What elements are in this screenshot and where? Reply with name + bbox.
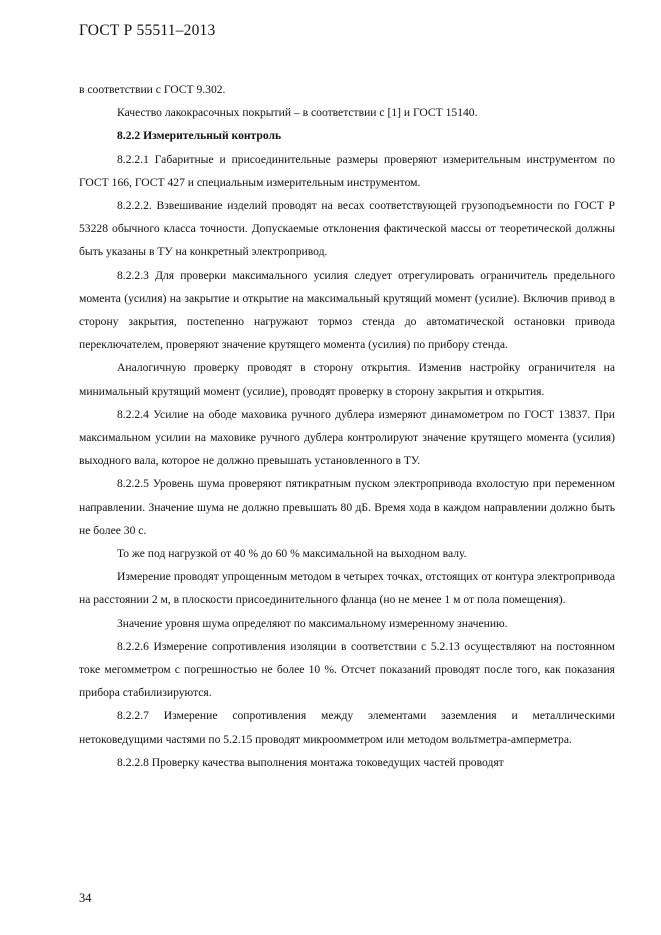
paragraph-8-2-2-8: 8.2.2.8 Проверку качества выполнения монтажа токоведущих частей проводят <box>117 755 504 769</box>
paragraph-8-2-2-3: 8.2.2.3 Для проверки максимального усилия следует отрегулировать ограничитель предельного момента (усилия) на закрытие и открытие на максимальный крутящий момент (усилие). Включив привод в сторону закрытия, постепенно нагружают тормоз стенда до автоматической остановки привода переключателем, проверяют значение крутящего момента (усилия) по прибору стенда. <box>79 268 615 352</box>
document-body <box>79 78 615 774</box>
paragraph-measurement-method: Измерение проводят упрощенным методом в четырех точках, отстоящих от контура электропривода на расстоянии 2 м, в плоскости присоединительного фланца (но не менее 1 м от пола помещения). <box>79 570 615 607</box>
paragraph-8-2-2-7: 8.2.2.7 Измерение сопротивления между элементами заземления и металлическими нетоковедущими частями по 5.2.15 проводят микроомметром или методом вольтметра-амперметра. <box>79 709 615 746</box>
paragraph-8-2-2-6: 8.2.2.6 Измерение сопротивления изоляции в соответствии с 5.2.13 осуществляют на постоянном токе мегомметром с погрешностью не более 10 %. Отсчет показаний проводят после того, как показания прибора стабилизируются. <box>79 639 615 700</box>
paragraph-8-2-2-4: 8.2.2.4 Усилие на ободе маховика ручного дублера измеряют динамометром по ГОСТ 13837. При максимальном усилии на маховике ручного дублера контролируют значение крутящего момента (усилия) выходного вала, которое не должно превышать установленного в ТУ. <box>79 407 615 468</box>
paragraph-paint-quality: Качество лакокрасочных покрытий – в соответствии с [1] и ГОСТ 15140. <box>117 106 478 120</box>
section-heading-8-2-2: 8.2.2 Измерительный контроль <box>117 129 282 143</box>
paragraph-8-2-2-2: 8.2.2.2. Взвешивание изделий проводят на весах соответствующей грузоподъемности по ГОСТ Р 53228 обычного класса точности. Допускаемые отклонения фактической массы от теоретической должны быть указаны в ТУ на конкретный электропривод. <box>79 199 615 259</box>
paragraph-8-2-2-1: 8.2.2.1 Габаритные и присоединительные размеры проверяют измерительным инструментом по ГОСТ 166, ГОСТ 427 и специальным измерительным инструментом. <box>79 152 615 189</box>
page-number: 34 <box>79 891 92 905</box>
paragraph-continuation: в соответствии с ГОСТ 9.302. <box>79 83 226 96</box>
paragraph-noise-level: Значение уровня шума определяют по максимальному измеренному значению. <box>117 616 508 630</box>
paragraph-opening-check: Аналогичную проверку проводят в сторону открытия. Изменив настройку ограничителя на минимальный крутящий момент (усилие), проводят проверку в сторону закрытия и открытия. <box>79 361 615 398</box>
paragraph-8-2-2-5: 8.2.2.5 Уровень шума проверяют пятикратным пуском электропривода вхолостую при переменном направлении. Значение шума не должно превышать 80 дБ. Время хода в каждом направлении должно быть не более 30 с. <box>79 477 615 537</box>
paragraph-under-load: То же под нагрузкой от 40 % до 60 % максимальной на выходном валу. <box>117 547 467 561</box>
document-header: ГОСТ Р 55511–2013 <box>79 22 216 39</box>
